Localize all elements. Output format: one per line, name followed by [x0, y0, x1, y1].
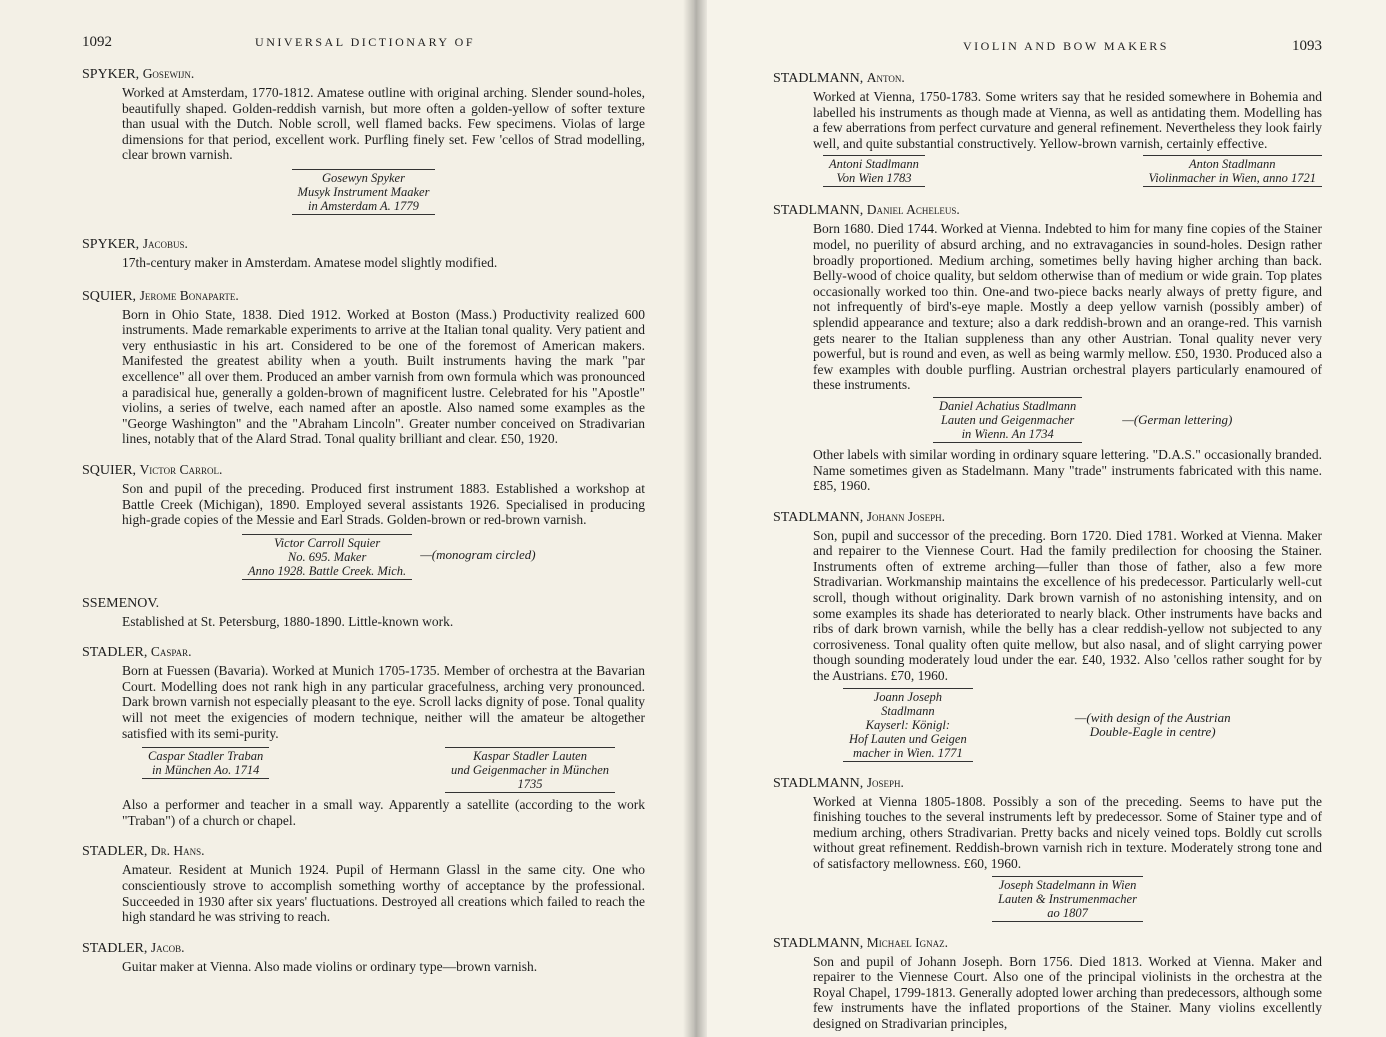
- label-line: ao 1807: [1047, 905, 1088, 920]
- entry-surname: STADLMANN,: [773, 775, 864, 791]
- label-note: —(with design of the Austrian Double-Eagle in centre): [1074, 709, 1231, 739]
- entry-surname: SPYKER,: [82, 67, 140, 82]
- label-group: [813, 876, 1322, 922]
- label-line: und Geigenmacher in München: [451, 763, 609, 778]
- entry-text: Guitar maker at Vienna. Also made violins or ordinary type—brown varnish.: [122, 958, 538, 974]
- entry-squier-victor: [82, 461, 645, 580]
- entry-heading: [773, 934, 1322, 953]
- label-line: in München Ao. 1714: [151, 763, 260, 778]
- label-line: No. 695. Maker: [287, 549, 367, 564]
- label-line: Kayserl: Königl:: [865, 717, 951, 732]
- maker-label: [292, 169, 436, 215]
- left-running-title: UNIVERSAL DICTIONARY OF: [255, 35, 475, 49]
- entry-heading: [82, 65, 645, 84]
- entry-body: [122, 481, 645, 580]
- entry-surname: STADLER,: [82, 940, 148, 956]
- entry-body: [813, 528, 1322, 762]
- entry-heading: [773, 774, 1322, 793]
- label-line: macher in Wien. 1771: [852, 745, 963, 760]
- entry-body: [813, 89, 1322, 187]
- maker-label: [142, 747, 269, 779]
- label-line: Von Wien 1783: [836, 171, 912, 186]
- label-line: Joseph Stadelmann in Wien: [998, 877, 1137, 892]
- left-page-number: 1092: [82, 34, 112, 50]
- label-line: 1735: [517, 777, 543, 792]
- entry-given-name: Joseph.: [866, 774, 904, 790]
- entry-additional-text: Other labels with similar wording in ordinary square lettering. "D.A.S." occasionally branded. Name sometimes given as Stadelmann. Many "trade" instruments fabricated with this name. £85, 1960.: [813, 446, 1322, 494]
- entry-given-name: Dr. Hans.: [150, 843, 205, 859]
- entry-body: [122, 663, 645, 828]
- label-line: Anno 1928. Battle Creek. Mich.: [248, 563, 407, 578]
- entry-body: [813, 954, 1322, 1032]
- maker-label: [933, 397, 1082, 443]
- label-line: Lauten & Instrumenmacher: [998, 891, 1137, 906]
- label-note: —(monogram circled): [420, 546, 536, 562]
- entry-ssemenov: [82, 594, 645, 630]
- entry-heading: [82, 461, 645, 480]
- right-running-head: [773, 38, 1322, 55]
- label-line: Hof Lauten und Geigen: [849, 731, 967, 746]
- label-line: Kaspar Stadler Lauten: [473, 749, 587, 764]
- label-group: [843, 688, 1322, 762]
- entry-heading: [82, 594, 645, 613]
- entry-given-name: Victor Carrol.: [139, 461, 223, 477]
- entry-heading: [82, 235, 645, 254]
- entry-text: Worked at Vienna 1805-1808. Possibly a son of the preceding. Seems to have put the finishing touches to the several instruments left by predecessor. Some of Stainer type and of medium arching, others Stradivarian. Pretty backs and nicely veined tops. Boldly cut scrolls without great refinement. Reddish-brown varnish rich in texture. Moderately strong tone and of satisfactory mellowness. £60, 1960.: [813, 793, 1322, 871]
- label-group: [242, 534, 645, 580]
- entry-spyker-gosewijn: [82, 65, 645, 215]
- entry-text: Amateur. Resident at Munich 1924. Pupil of Hermann Glassl in the same city. One who conscientiously strove to accomplish something worthy of acceptance by the professional. Succeeded in 1930 after six years' fluctuations. Destroyed all creations which failed to reach the high standard he was striving to reach.: [122, 862, 645, 925]
- maker-label: [992, 876, 1143, 922]
- entry-text: Son and pupil of the preceding. Produced first instrument 1883. Established a workshop at Battle Creek (Michigan), 1890. Employed several assistants 1926. Specialised in producing high-grade copies of the Messie and Earl Strads. Golden-brown or red-brown varnish.: [122, 480, 645, 528]
- entry-body: [122, 307, 645, 447]
- entry-body: [813, 794, 1322, 922]
- entry-given-name: Michael Ignaz.: [866, 934, 949, 950]
- label-line: in Amsterdam A. 1779: [308, 198, 419, 213]
- label-group: [142, 747, 615, 793]
- entry-given-name: Jacob.: [150, 939, 185, 955]
- entry-text: Worked at Amsterdam, 1770-1812. Amatese outline with original arching. Slender sound-holes, beautifully shaped. Golden-reddish varnish, but more often a golden-yellow of softer texture than usual with the Dutch. Noble scroll, well flamed backs. Few specimens. Violas of large dimensions for that period, excellent work. Purfling finely set. Few 'cellos of Strad modelling, clear brown varnish.: [122, 85, 645, 163]
- label-group: [823, 155, 1322, 187]
- entry-stadlmann-anton: [773, 69, 1322, 187]
- right-page: [693, 0, 1386, 1037]
- left-running-head: [82, 34, 645, 51]
- entry-stadlmann-johann-joseph: [773, 508, 1322, 762]
- entry-body: [813, 221, 1322, 493]
- entry-body: [122, 614, 645, 630]
- maker-label: [1143, 155, 1322, 187]
- entry-surname: STADLER,: [82, 645, 148, 661]
- entry-surname: SPYKER,: [82, 236, 140, 252]
- right-page-number: 1093: [1292, 38, 1322, 54]
- entry-surname: SQUIER,: [82, 462, 137, 478]
- entry-heading: [773, 69, 1322, 88]
- label-line: Joann Joseph: [873, 689, 943, 704]
- entry-heading: [82, 842, 645, 861]
- maker-label: [242, 534, 412, 580]
- entry-spyker-jacobus: [82, 235, 645, 271]
- label-line: Caspar Stadler Traban: [148, 749, 264, 764]
- entry-additional-text: Also a performer and teacher in a small way. Apparently a satellite (according to the work "Traban") of a church or chapel.: [122, 797, 645, 828]
- label-group: [82, 169, 645, 215]
- entry-given-name: Johann Joseph.: [866, 508, 946, 524]
- entry-surname: STADLMANN,: [773, 935, 864, 951]
- entry-text: Born in Ohio State, 1838. Died 1912. Worked at Boston (Mass.) Productivity realized 600 instruments. Made remarkable experiments to arrive at the Italian tonal quality. Very patient and very enthusiastic in his art. Considered to be one of the foremost of American makers. Manifested the greatest ability when a youth. Built instruments having the mark "par excellence" all over them. Produced an amber varnish from own formula which was pronounced a paradisical hue, generally a golden-brown of magnificent lustre. Celebrated for his "Apostle" violins, a series of twelve, each named after an apostle. Also named some examples as the "George Washington" and the "Abraham Lincoln". Greater number conceived on Stradivarian lines, notably that of the Alard Strad. Tonal quality brilliant and clear. £50, 1920.: [122, 306, 645, 447]
- entry-text: Son and pupil of Johann Joseph. Born 1756. Died 1813. Worked at Vienna. Maker and repairer to the Viennese Court. Also one of the principal violinists in the orchestra at the Royal Chapel, 1799-1813. Generally adopted lower arching than predecessors, although some few instruments have the inflated proportions of the Stainer. Many violins excellently designed on Stradivarian principles,: [813, 953, 1322, 1031]
- right-running-title: VIOLIN AND BOW MAKERS: [963, 39, 1169, 53]
- entry-squier-jerome: [82, 287, 645, 447]
- maker-label: [823, 155, 925, 187]
- entry-stadlmann-michael: [773, 934, 1322, 1032]
- label-line: Gosewyn Spyker: [322, 170, 405, 185]
- entry-surname: SQUIER,: [82, 288, 137, 304]
- entry-given-name: Anton.: [866, 70, 905, 85]
- entry-text: Worked at Vienna, 1750-1783. Some writers say that he resided somewhere in Bohemia and labelled his instruments as though made at Vienna, as well as antidating them. Modelling has a few aberrations from perfect curvature and general refinement. Nevertheless they look fairly well, and quite substantial constructively. Yellow-brown varnish, certainly effective.: [813, 89, 1322, 151]
- entry-given-name: Jerome Bonaparte.: [139, 287, 239, 303]
- label-line: in Wienn. An 1734: [961, 426, 1054, 441]
- entry-text: Son, pupil and successor of the preceding. Born 1720. Died 1781. Worked at Vienna. Maker and repairer to the Viennese Court. Had the family predilection for choosing the Stainer. Instruments often of extreme arching—fuller than those of father, also a few more Stradivarian. Workmanship maintains the excellence of his predecessor. Particularly well-cut scroll, though without originality. Dark brown varnish of no astonishing intensity, and on some examples its shade has deteriorated to nearly black. Other instruments have backs and ribs of dark brown varnish, while the belly has a clear reddish-yellow not subjected to any corrosiveness. Tonal quality often quite mellow, but also nasal, and of slight carrying power though sounding moderately loud under the ear. £40, 1932. Also 'cellos rather sought for by the Austrians. £70, 1960.: [813, 527, 1322, 684]
- entry-body: [122, 255, 645, 271]
- entry-body: [122, 862, 645, 924]
- entry-surname: STADLMANN,: [773, 203, 864, 219]
- label-note: —(German lettering): [1122, 411, 1233, 427]
- entry-heading: [82, 287, 645, 306]
- entry-surname: SSEMENOV.: [82, 595, 160, 611]
- entry-surname: STADLMANN,: [773, 71, 864, 86]
- entry-stadler-jacob: [82, 939, 645, 975]
- entry-heading: [773, 201, 1322, 220]
- entry-stadlmann-joseph: [773, 774, 1322, 922]
- entry-text: Born at Fuessen (Bavaria). Worked at Munich 1705-1735. Member of orchestra at the Bavarian Court. Modelling does not rank high in any particular gracefulness, arching very pronounced. Dark brown varnish not especially pleasant to the eye. Scroll lacks dignity of pose. Tonal quality will not meet the exigencies of modern technique, neither will the amateur be altogether satisfied with its semi-purity.: [122, 663, 645, 741]
- entry-heading: [773, 508, 1322, 527]
- label-line: Lauten und Geigenmacher: [940, 412, 1075, 427]
- entry-heading: [82, 939, 645, 958]
- entry-surname: STADLMANN,: [773, 509, 864, 525]
- entry-body: [122, 959, 645, 975]
- entry-heading: [82, 643, 645, 662]
- maker-label: [843, 688, 973, 762]
- entry-surname: STADLER,: [82, 844, 148, 860]
- maker-label: [445, 747, 615, 793]
- label-line: Anton Stadlmann: [1189, 157, 1276, 172]
- entry-stadlmann-daniel: [773, 201, 1322, 493]
- entry-text: Established at St. Petersburg, 1880-1890. Little-known work.: [122, 613, 454, 629]
- label-line: Stadlmann: [881, 703, 935, 718]
- label-line: Violinmacher in Wien, anno 1721: [1148, 171, 1316, 186]
- label-line: Daniel Achatius Stadlmann: [939, 398, 1077, 413]
- entry-given-name: Gosewijn.: [142, 66, 195, 81]
- entry-stadler-caspar: [82, 643, 645, 828]
- label-group: [933, 397, 1322, 443]
- entry-stadler-hans: [82, 842, 645, 924]
- entry-given-name: Caspar.: [150, 644, 192, 660]
- label-line: Musyk Instrument Maaker: [297, 184, 430, 199]
- label-line: Victor Carroll Squier: [273, 535, 381, 550]
- entry-given-name: Jacobus.: [142, 235, 188, 251]
- label-line: Antoni Stadlmann: [829, 157, 919, 172]
- entry-given-name: Daniel Acheleus.: [866, 202, 960, 218]
- entry-body: [122, 85, 645, 215]
- entry-text: 17th-century maker in Amsterdam. Amatese model slightly modified.: [122, 254, 498, 270]
- entry-text: Born 1680. Died 1744. Worked at Vienna. Indebted to him for many fine copies of the Stainer model, no puerility of absurd arching, and no extravagancies in sound-holes. Design rather broadly proportioned. Medium arching, sometimes belly having higher arching than back. Belly-wood of choice quality, but seldom otherwise than of medium or wide grain. Top plates occasionally worked too thin. One-and two-piece backs nearly always of pretty figure, and not infrequently of bird's-eye maple. Mostly a deep yellow varnish (possibly amber) of splendid appearance and texture; also a dark reddish-brown and an orange-red. This varnish gets nearer to the Italian suppleness than any other Austrian. Tonal quality never very powerful, but is round and even, as well as being warmly mellow. £50, 1930. Produced also a few examples with double purfling. Austrian orchestral players particularly enamoured of these instruments.: [813, 221, 1322, 393]
